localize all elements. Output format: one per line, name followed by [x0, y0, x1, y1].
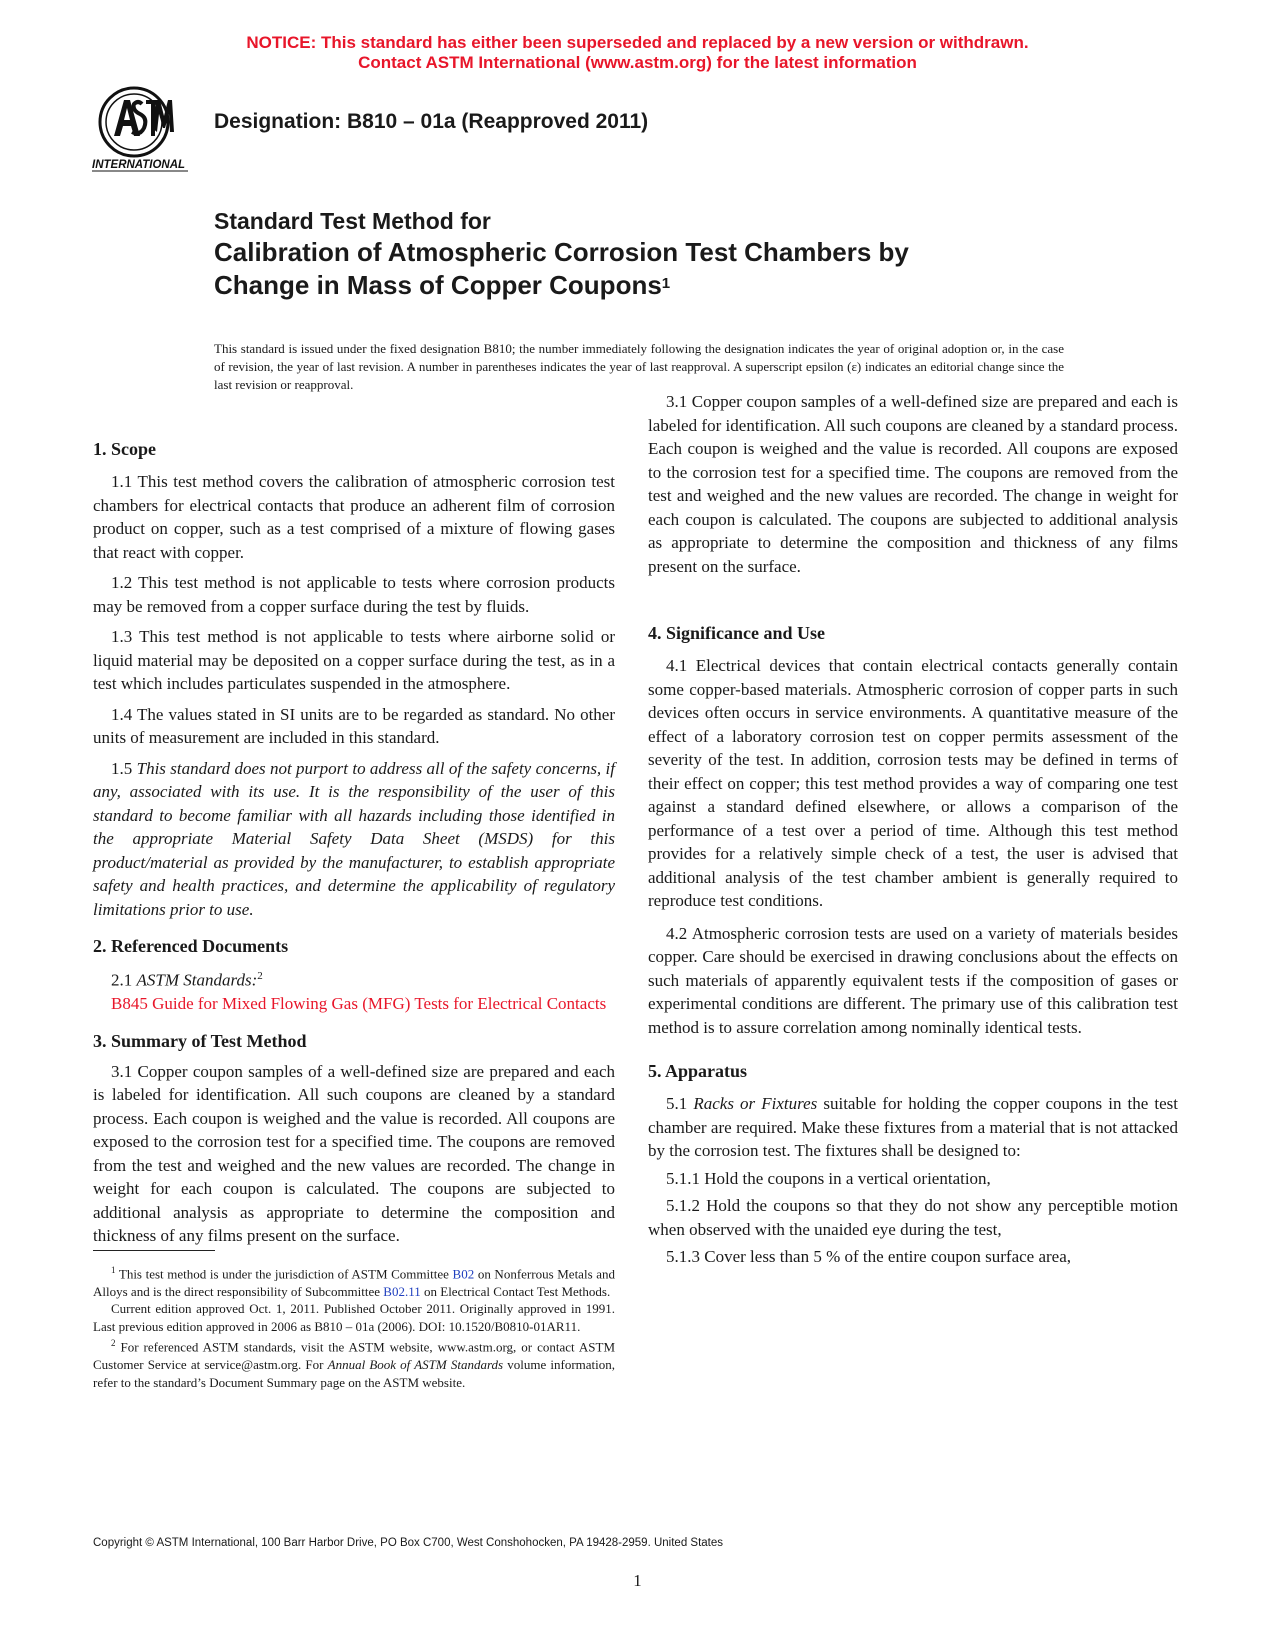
- notice-line-2: Contact ASTM International (www.astm.org) for the latest information: [358, 53, 917, 72]
- footnote-1: $^1$ This test method is under the jurisdiction of ASTM Committee B02 on Nonferrous Metals and Alloys and is the direct responsibility of Subcommittee B02.11 on Electrical Contact Test Methods.: [93, 1265, 616, 1299]
- notice-line-1: NOTICE: This standard has either been superseded and replaced by a new version or withdrawn.: [246, 33, 1029, 52]
- footnote-1-edition: Current edition approved Oct. 1, 2011. Published October 2011. Originally approved in 1991. Last previous edition approved in 2006 as B810 – 01a (2006). DOI: 10.1520/B0810-01AR11.: [93, 1301, 615, 1334]
- reference-title-link[interactable]: Guide for Mixed Flowing Gas (MFG) Tests for Electrical Contacts: [147, 994, 607, 1014]
- paragraph-5-1: 5.1 Racks or Fixtures suitable for holding the copper coupons in the test chamber are required. Make these fixtures from a material that is not attacked by the corrosion test. The fixtures shall be designed to:: [648, 1094, 1178, 1160]
- paragraph-1-5: 1.5 This standard does not purport to address all of the safety concerns, if any, associated with its use. It is the responsibility of the user of this standard to become familiar with all hazards including those identified in the appropriate Material Safety Data Sheet (MSDS) for this product/material as provided by the manufacturer, to establish appropriate safety and health practices, and determine the applicability of regulatory limitations prior to use.: [93, 758, 615, 919]
- paragraph-1-1: 1.1 This test method covers the calibration of atmospheric corrosion test chambers for electrical contacts that produce an adherent film of corrosion product on copper, such as a test comprised of a mixture of flowing gases that react with copper.: [93, 472, 615, 562]
- footnotes: [93, 1262, 615, 1391]
- paragraph-5-1-3: 5.1.3 Cover less than 5 % of the entire coupon surface area,: [666, 1247, 1072, 1266]
- reference-b845[interactable]: [93, 992, 615, 1016]
- document-title: [214, 206, 909, 302]
- paragraph-2-1: 2.1 ASTM Standards:$^2$: [111, 970, 263, 990]
- title-footnote-ref[interactable]: 1: [661, 275, 671, 292]
- copyright-line: Copyright © ASTM International, 100 Barr Harbor Drive, PO Box C700, West Conshohocken, PA 19428-2959. United States: [93, 1537, 724, 1549]
- footnote-rule: [93, 1250, 215, 1251]
- notice-banner: [0, 33, 1275, 73]
- section-heading-summary: 3. Summary of Test Method: [93, 1030, 307, 1051]
- reference-code-link[interactable]: B845: [111, 994, 148, 1014]
- title-line-3: Change in Mass of Copper Coupons$^1$: [214, 270, 671, 300]
- committee-b02-link[interactable]: B02: [452, 1266, 475, 1282]
- subcommittee-b0211-link[interactable]: B02.11: [383, 1283, 421, 1299]
- paragraph-5-1-2: 5.1.2 Hold the coupons so that they do not show any perceptible motion when observed with the unaided eye during the test,: [648, 1196, 1178, 1239]
- paragraph-1-4: 1.4 The values stated in SI units are to be regarded as standard. No other units of measurement are included in this standard.: [93, 704, 615, 747]
- designation: Designation: B810 – 01a (Reapproved 2011): [214, 110, 649, 133]
- title-line-2: Calibration of Atmospheric Corrosion Test Chambers by: [214, 237, 909, 267]
- section-heading-significance: 4. Significance and Use: [648, 623, 826, 643]
- svg-text:INTERNATIONAL: INTERNATIONAL: [92, 159, 186, 171]
- paragraph-3-1-continued: 3.1 Copper coupon samples of a well-defined size are prepared and each is labeled for identification. All such coupons are cleaned by a standard process. Each coupon is weighed and the value is recorded. All coupons are exposed to the corrosion test for a specified time. The coupons are removed from the test and weighed and the new values are recorded. The change in weight for each coupon is calculated. The coupons are subjected to additional analysis as appropriate to determine the composition and thickness of any films present on the surface.: [648, 392, 1178, 576]
- section-heading-apparatus: 5. Apparatus: [648, 1061, 748, 1081]
- paragraph-5-1-1: 5.1.1 Hold the coupons in a vertical orientation,: [666, 1168, 991, 1188]
- left-column: [93, 437, 615, 1246]
- section-heading-scope: 1. Scope: [93, 439, 156, 459]
- title-line-1: Standard Test Method for: [214, 208, 491, 234]
- paragraph-3-1-start: 3.1 Copper coupon samples of a well-defined size are prepared and each is labeled for identification. All such coupons are cleaned by a standard process. Each coupon is weighed and the value is recorded. All coupons are exposed to the corrosion test for a specified time. The coupons are removed from the test and weighed and the new values are recorded. The change in weight for each coupon is calculated. The coupons are subjected to additional analysis as appropriate to determine the composition and thickness of any films present on the surface.: [93, 1061, 615, 1246]
- right-column: [648, 392, 1178, 1269]
- section-heading-referenced-documents: 2. Referenced Documents: [93, 936, 289, 956]
- page-number: 1: [633, 1571, 642, 1590]
- paragraph-4-1: 4.1 Electrical devices that contain electrical contacts generally contain some copper-based materials. Atmospheric corrosion of copper parts in such devices often occurs in service environments. A quantitative measure of the effect of a laboratory corrosion test on copper permits assessment of the severity of the test. In addition, corrosion tests may be defined in terms of their effect on copper; this test method provides a way of comparing one test against a standard defined elsewhere, or allows a comparison of the performance of a test over a period of time. Although this test method provides for a relatively simple check of a test, the user is advised that additional analysis of the test chamber ambient is generally required to reproduce test conditions.: [648, 656, 1178, 910]
- paragraph-4-2: 4.2 Atmospheric corrosion tests are used on a variety of materials besides copper. Care should be exercised in drawing conclusions about the effects on such materials of apparently equivalent tests if the composition of gases or experimental conditions are different. The primary use of this calibration test method is to assure correlation among nominally identical tests.: [648, 923, 1178, 1037]
- issued-note: This standard is issued under the fixed designation B810; the number immediately following the designation indicates the year of original adoption or, in the case of revision, the year of last revision. A number in parentheses indicates the year of last reapproval. A superscript epsilon (ε) indicates an editorial change since the last revision or reapproval.: [214, 341, 1064, 392]
- paragraph-1-3: 1.3 This test method is not applicable to tests where airborne solid or liquid material may be deposited on a copper surface during the test, as in a test which includes particulates suspended in the atmosphere.: [93, 627, 615, 693]
- astm-logo: [92, 80, 196, 180]
- footnote-2: $^2$ For referenced ASTM standards, visit the ASTM website, www.astm.org, or contact ASTM Customer Service at service@astm.org. For Annual Book of ASTM Standards volume information, refer to the standard’s Document Summary page on the ASTM website.: [93, 1338, 615, 1390]
- paragraph-1-2: 1.2 This test method is not applicable to tests where corrosion products may be removed from a copper surface during the test by fluids.: [93, 573, 615, 616]
